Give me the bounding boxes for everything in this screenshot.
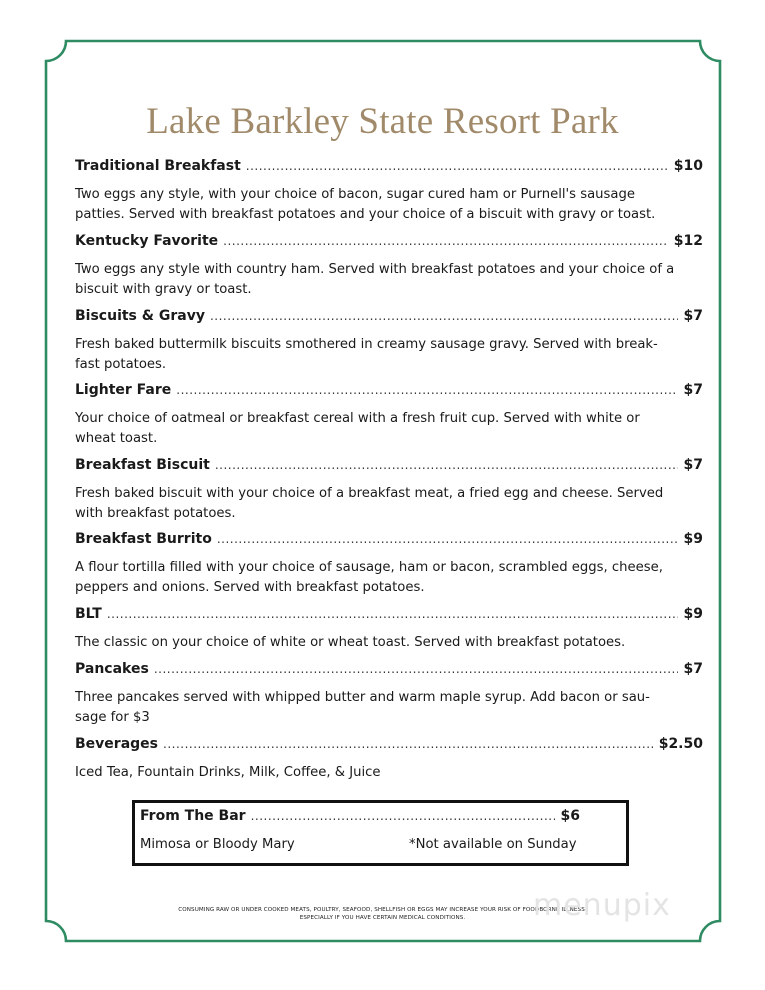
menu-item-description: A flour tortilla filled with your choice of sausage, ham or bacon, scrambled eggs, cheese, peppers and onions. Served with breakfast potatoes. — [75, 560, 663, 595]
menu-item-name: BLT — [75, 606, 102, 622]
page-title: Lake Barkley State Resort Park — [146, 101, 619, 142]
menu-item-price: $9 — [683, 606, 703, 622]
menu-item-name: Kentucky Favorite — [75, 233, 219, 249]
menu-item-description: Two eggs any style, with your choice of bacon, sugar cured ham or Purnell's sausage patties. Served with breakfast potatoes and your choice of a biscuit with gravy or toast. — [75, 187, 656, 222]
menu-item-header — [75, 606, 703, 626]
menu-item-price: $7 — [683, 661, 703, 677]
menu-item-header — [75, 457, 703, 477]
menu-item-header — [75, 308, 703, 328]
menu-item-header — [75, 382, 703, 402]
menu-item-price: $2.50 — [658, 736, 703, 752]
menu-item-name: Biscuits & Gravy — [75, 308, 205, 324]
menu-item-description: Iced Tea, Fountain Drinks, Milk, Coffee, & Juice — [75, 765, 381, 780]
menu-item — [75, 531, 703, 597]
menu-item-header — [75, 233, 703, 253]
menu-item — [75, 233, 703, 299]
bar-item-header — [140, 808, 580, 824]
menu-item-price: $7 — [683, 308, 703, 324]
menu-item — [75, 382, 703, 448]
menu-item-description: The classic on your choice of white or wheat toast. Served with breakfast potatoes. — [75, 635, 626, 650]
menu-item-name: Breakfast Burrito — [75, 531, 212, 547]
menu-item-description: Your choice of oatmeal or breakfast cereal with a fresh fruit cup. Served with white or wheat toast. — [75, 411, 640, 446]
menu-item — [75, 457, 703, 523]
menu-item-price: $9 — [683, 531, 703, 547]
dot-leader — [154, 662, 678, 676]
dot-leader — [163, 737, 653, 751]
menu-item — [75, 158, 703, 224]
menu-item-price: $12 — [673, 233, 703, 249]
watermark: menupix — [533, 888, 671, 923]
dot-leader — [223, 234, 668, 248]
disclaimer-line-2: ESPECIALLY IF YOU HAVE CERTAIN MEDICAL CONDITIONS. — [299, 915, 466, 921]
menu-item-price: $7 — [683, 457, 703, 473]
menu-item-header — [75, 661, 703, 681]
bar-item-name: From The Bar — [140, 808, 246, 824]
menu-item — [75, 308, 703, 374]
menu-item — [75, 736, 703, 783]
menu-item-header — [75, 736, 703, 756]
menu-item-name: Pancakes — [75, 661, 149, 677]
menu-item-header — [75, 531, 703, 551]
menu-item-description: Two eggs any style with country ham. Served with breakfast potatoes and your choice of a biscuit with gravy or toast. — [75, 262, 675, 297]
menu-item — [75, 661, 703, 727]
menu-item-price: $10 — [673, 158, 703, 174]
dot-leader — [246, 159, 668, 173]
disclaimer-line-1: CONSUMING RAW OR UNDER COOKED MEATS, POULTRY, SEAFOOD, SHELLFISH OR EGGS MAY INCREASE YOUR RISK OF FOODBORNE ILLNESS. — [178, 907, 587, 913]
bar-item-price: $6 — [560, 808, 580, 824]
dot-leader — [210, 309, 678, 323]
menu-item-description: Fresh baked biscuit with your choice of a breakfast meat, a fried egg and cheese. Served with breakfast potatoes. — [75, 486, 664, 521]
dot-leader — [107, 607, 678, 621]
dot-leader — [215, 458, 678, 472]
dot-leader — [217, 532, 678, 546]
menu-item — [75, 606, 703, 653]
menu-item-description: Fresh baked buttermilk biscuits smothered in creamy sausage gravy. Served with break-fast potatoes. — [75, 337, 658, 372]
bar-availability-note: *Not available on Sunday — [409, 837, 577, 852]
menu-item-name: Beverages — [75, 736, 158, 752]
menu-item-description: Three pancakes served with whipped butter and warm maple syrup. Add bacon or sau-sage for $3 — [75, 690, 650, 725]
menu-item-price: $7 — [683, 382, 703, 398]
menu-item-name: Breakfast Biscuit — [75, 457, 210, 473]
menu-item-name: Lighter Fare — [75, 382, 172, 398]
dot-leader — [251, 809, 555, 823]
menu-item-name: Traditional Breakfast — [75, 158, 241, 174]
dot-leader — [176, 383, 677, 397]
bar-section — [132, 800, 629, 866]
menu-item-header — [75, 158, 703, 178]
bar-item-description: Mimosa or Bloody Mary — [140, 837, 295, 852]
